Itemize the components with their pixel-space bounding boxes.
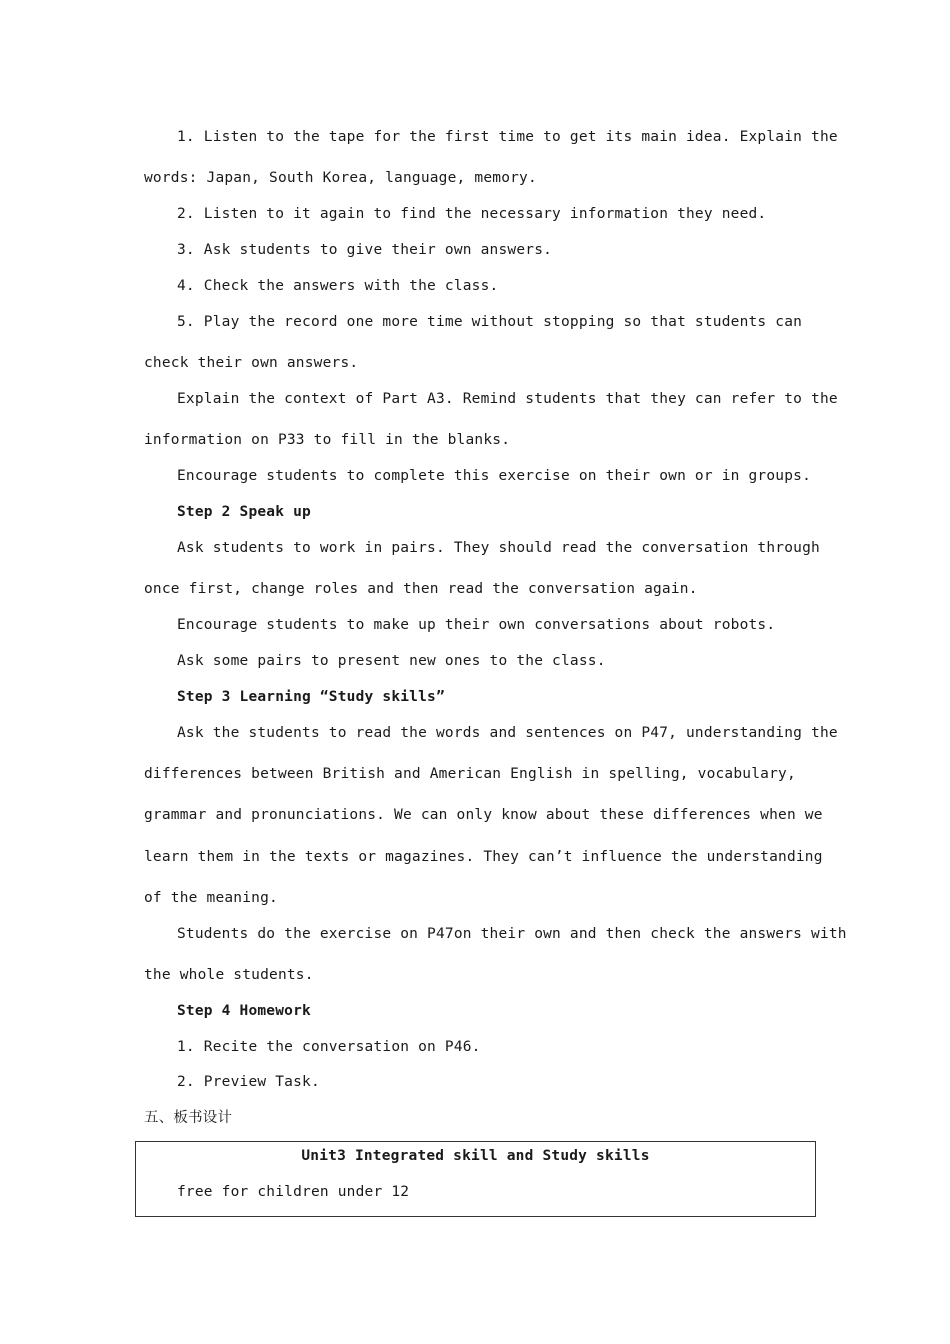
list-item: 2. Listen to it again to find the necessary information they need.	[177, 206, 767, 222]
text-line: differences between British and American English in spelling, vocabulary,	[144, 766, 796, 782]
paragraph: Students do the exercise on P47on their own and then check the answers with	[177, 926, 847, 942]
section-heading: 五、板书设计	[144, 1110, 233, 1126]
list-item: 1. Recite the conversation on P46.	[177, 1039, 481, 1055]
paragraph: Explain the context of Part A3. Remind students that they can refer to the	[177, 391, 838, 407]
text-line: information on P33 to fill in the blanks.	[144, 432, 511, 448]
text-line: check their own answers.	[144, 355, 359, 371]
step-heading: Step 2 Speak up	[177, 504, 311, 520]
blackboard-design-box	[135, 1141, 816, 1217]
list-item: 5. Play the record one more time without stopping so that students can	[177, 314, 803, 330]
list-item: 1. Listen to the tape for the first time to get its main idea. Explain the	[177, 129, 838, 145]
text-line: once first, change roles and then read the conversation again.	[144, 581, 698, 597]
text-line: learn them in the texts or magazines. They can’t influence the understanding	[144, 849, 823, 865]
paragraph: Ask some pairs to present new ones to the class.	[177, 653, 606, 669]
paragraph: Ask the students to read the words and sentences on P47, understanding the	[177, 725, 838, 741]
text-line: grammar and pronunciations. We can only know about these differences when we	[144, 807, 823, 823]
text-line: the whole students.	[144, 967, 314, 983]
list-item: 3. Ask students to give their own answers.	[177, 242, 553, 258]
board-line: free for children under 12	[177, 1184, 410, 1200]
text-line: of the meaning.	[144, 890, 278, 906]
step-heading: Step 4 Homework	[177, 1003, 311, 1019]
list-item: 4. Check the answers with the class.	[177, 278, 499, 294]
step-heading: Step 3 Learning “Study skills”	[177, 689, 445, 705]
paragraph: Ask students to work in pairs. They should read the conversation through	[177, 540, 820, 556]
paragraph: Encourage students to complete this exercise on their own or in groups.	[177, 468, 812, 484]
board-title: Unit3 Integrated skill and Study skills	[301, 1148, 650, 1164]
text-line: words: Japan, South Korea, language, memory.	[144, 170, 537, 186]
list-item: 2. Preview Task.	[177, 1074, 320, 1090]
paragraph: Encourage students to make up their own conversations about robots.	[177, 617, 776, 633]
